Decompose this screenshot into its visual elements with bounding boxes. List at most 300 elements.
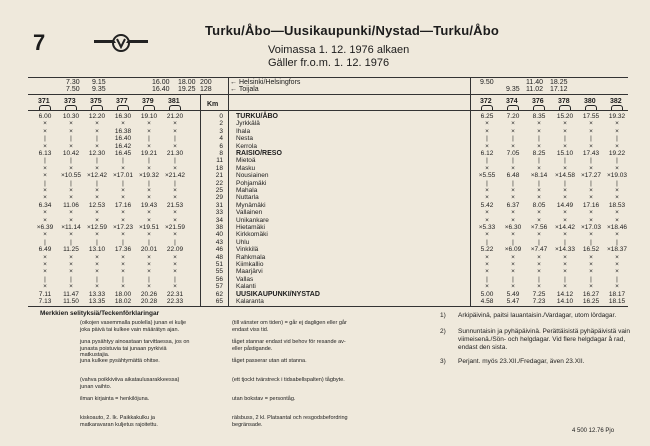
time-cell: × [147,194,151,202]
time-cell: 11.50 [63,298,79,305]
time-cell: × [69,194,73,202]
time-cell: 21.20 [166,113,184,120]
time-cell: × [511,209,515,217]
time-cell: × [43,127,47,135]
km-value: 56 [215,275,223,283]
time-cell: × [121,216,125,224]
time-cell: × [147,142,151,150]
time-cell: 22.09 [166,246,184,254]
time-cell: × [537,253,541,261]
divider [28,110,628,111]
time-cell: × [589,253,593,261]
time-cell: ×17.23 [112,224,134,231]
time-cell: × [537,216,541,224]
time-cell: | [44,275,46,283]
time-cell: × [537,194,541,202]
time-cell: | [96,157,98,165]
time-cell: × [537,209,541,217]
top-ref-time: 9.35 [92,86,106,93]
time-cell: × [147,261,151,268]
time-cell: × [615,120,619,128]
time-cell: | [538,179,540,187]
time-cell: × [147,209,151,217]
time-cell: ×14.42 [554,224,576,231]
time-cell: × [537,142,541,150]
km-value: 43 [215,238,223,246]
time-cell: × [43,283,47,291]
legend-item: juna pysähtyy ainoastaan tarvittaessa, jos on junasta poistuvia tai junaan pyrkiviä matkustajia. [80,339,190,359]
time-cell: | [96,135,98,143]
time-cell: | [148,157,150,165]
time-cell: × [563,164,567,172]
time-cell: | [96,179,98,187]
time-cell: × [615,253,619,261]
time-cell: ×17.03 [580,224,602,231]
time-cell: ×18.46 [606,224,628,231]
time-cell: × [563,120,567,128]
time-cell: | [70,238,72,246]
station-name: Vallainen [236,209,263,217]
time-cell: × [589,142,593,150]
time-cell: 14.12 [556,290,574,298]
time-cell: × [147,120,151,128]
top-ref-time: 7.30 [66,79,80,86]
time-cell: × [563,231,567,239]
time-cell: × [69,261,73,268]
time-cell: × [485,261,489,268]
time-cell: × [95,194,99,202]
time-cell: | [616,135,618,143]
time-cell: × [589,127,593,135]
time-cell: | [70,275,72,283]
time-cell: 16.25 [582,298,600,305]
time-cell: × [563,187,567,194]
time-cell: × [95,216,99,224]
station-name: Masku [236,164,256,172]
note-text: Arkipäivinä, paitsi lauantaisin./Vardagar, utom lördagar. [458,312,617,319]
station-name: Nuttarla [236,194,259,202]
time-cell: | [564,275,566,283]
time-cell: 13.10 [88,246,106,254]
station-name: Nesta [236,135,253,143]
time-cell: ×21.59 [164,224,186,231]
time-cell: 7.23 [532,298,546,305]
time-cell: 6.34 [38,201,52,209]
time-cell: × [511,187,515,194]
time-cell: 8.35 [532,113,546,120]
time-cell: × [147,231,151,239]
time-cell: × [615,142,619,150]
time-cell: × [563,216,567,224]
time-cell: | [538,275,540,283]
time-cell: × [69,187,73,194]
legend-item: tåget stannar endast vid behov för resande av- eller påstigande. [232,339,346,352]
time-cell: × [589,187,593,194]
time-cell: × [69,231,73,239]
time-cell: × [43,194,47,202]
station-name: Nousiainen [236,172,269,180]
time-cell: × [485,283,489,291]
km-value: 25 [215,187,223,194]
time-cell: × [485,164,489,172]
time-cell: × [147,127,151,135]
time-cell: × [95,142,99,150]
time-cell: | [538,135,540,143]
time-cell: 6.49 [38,246,52,254]
railway-logo-icon [92,32,150,54]
time-cell: | [486,238,488,246]
km-value: 40 [215,231,223,239]
time-cell: | [174,238,176,246]
time-cell: × [615,127,619,135]
km-value: 57 [215,283,223,291]
time-cell: 16.27 [582,290,600,298]
top-ref-time: 200 [200,79,212,86]
time-cell: ×7.47 [530,246,548,254]
time-cell: ×14.58 [554,172,576,180]
time-cell: × [69,253,73,261]
time-cell: ×19.32 [138,172,160,180]
time-cell: × [147,253,151,261]
time-cell: 20.01 [140,246,158,254]
time-cell: 16.45 [114,150,132,157]
time-cell: × [43,209,47,217]
station-name: Jyrkkälä [236,120,260,128]
station-name: Mahala [236,187,258,194]
divider [200,95,201,306]
time-cell: × [95,187,99,194]
time-cell: | [122,179,124,187]
time-cell: × [615,164,619,172]
top-ref-time: 9.35 [506,86,520,93]
time-cell: | [148,179,150,187]
time-cell: × [563,194,567,202]
time-cell: × [485,194,489,202]
time-cell: × [95,164,99,172]
time-cell: | [486,275,488,283]
time-cell: × [511,231,515,239]
station-name: UUSIKAUPUNKI/NYSTAD [236,290,320,298]
time-cell: × [563,209,567,217]
time-cell: × [69,268,73,276]
time-cell: × [563,283,567,291]
time-cell: 12.30 [88,150,106,157]
time-cell: × [147,283,151,291]
time-cell: × [173,120,177,128]
train-number: 371 [38,98,50,105]
note-mark: 1) [440,312,446,319]
time-cell: 22.31 [166,290,184,298]
km-value: 6 [219,142,223,150]
time-cell: | [122,238,124,246]
time-cell: 18.17 [608,290,626,298]
time-cell: × [511,194,515,202]
km-value: 3 [219,127,223,135]
time-cell: × [563,253,567,261]
time-cell: × [147,164,151,172]
note-mark: 3) [440,358,446,365]
time-cell: × [69,127,73,135]
time-cell: × [121,253,125,261]
time-cell: 20.28 [140,298,158,305]
top-ref-time: 128 [200,86,212,93]
station-name: Unikankare [236,216,269,224]
time-cell: × [537,120,541,128]
time-cell: 13.33 [88,290,106,298]
train-number: 372 [480,98,492,105]
time-cell: × [121,231,125,239]
time-cell: × [615,283,619,291]
time-cell: 19.21 [140,150,158,157]
time-cell: × [563,142,567,150]
time-cell: × [537,283,541,291]
time-cell: 15.10 [556,150,574,157]
time-cell: × [121,283,125,291]
time-cell: ×8.14 [530,172,548,180]
station-name: Kerrola [236,142,257,150]
top-ref-time: 9.50 [480,79,494,86]
time-cell: × [95,209,99,217]
time-cell: | [44,157,46,165]
time-cell: × [121,187,125,194]
time-cell: × [121,209,125,217]
time-cell: × [173,216,177,224]
time-cell: 22.33 [166,298,184,305]
time-cell: 16.30 [114,113,132,120]
time-cell: × [95,231,99,239]
top-ref-time: 19.25 [178,86,196,93]
note-mark: 2) [440,328,446,335]
time-cell: 11.47 [63,290,79,298]
time-cell: × [95,261,99,268]
time-cell: 17.16 [114,201,132,209]
time-cell: 8.25 [532,150,546,157]
time-cell: 17.36 [114,246,132,254]
time-cell: × [511,142,515,150]
time-cell: ×12.59 [86,224,108,231]
time-cell: × [589,216,593,224]
station-name: Pohjamäki [236,179,267,187]
time-cell: × [589,120,593,128]
time-cell: | [512,135,514,143]
top-ref-time: 11.40 [526,79,543,86]
time-cell: × [537,127,541,135]
time-cell: × [43,253,47,261]
time-cell: × [485,253,489,261]
time-cell: × [615,194,619,202]
time-cell: × [43,164,47,172]
time-cell: × [485,120,489,128]
time-cell: × [537,187,541,194]
time-cell: | [538,238,540,246]
time-cell: × [173,261,177,268]
time-cell: × [485,209,489,217]
divider [28,77,628,78]
time-cell: × [615,209,619,217]
time-cell: 16.38 [114,127,132,135]
time-cell: ×7.56 [530,224,548,231]
divider [28,94,628,95]
time-cell: 17.43 [582,150,600,157]
time-cell: × [69,216,73,224]
station-name: Kirkkomäki [236,231,268,239]
time-cell: | [96,238,98,246]
time-cell: 14.49 [556,201,574,209]
divider [228,78,229,306]
time-cell: × [147,187,151,194]
legend-item: (oikojen vasemmalla puolella) junan ei kulje joka päivä tai kulkee vain määrätyn ajan. [80,320,187,333]
legend-heading: Merkkien selityksiä/Teckenförklaringar [40,310,160,317]
time-cell: | [590,179,592,187]
note-text: Sunnuntaisin ja pyhäpäivinä. Perättäisistä pyhäpäivistä vain viimeisenä./Sön- och helgdagar. Vid flere helgdagar å rad, endast den sista. [458,328,630,351]
time-cell: × [43,268,47,276]
time-cell: × [589,231,593,239]
time-cell: | [70,179,72,187]
time-cell: × [485,187,489,194]
km-value: 31 [215,201,223,209]
km-value: 46 [215,246,223,254]
time-cell: × [69,209,73,217]
time-cell: 18.02 [114,298,132,305]
time-cell: 19.22 [608,150,626,157]
time-cell: 20.26 [140,290,158,298]
note-text: Perjant. myös 23.XII./Fredagar, även 23.XII. [458,358,585,365]
time-cell: × [69,283,73,291]
time-cell: × [511,216,515,224]
time-cell: | [590,157,592,165]
time-cell: ×10.55 [60,172,82,180]
time-cell: × [511,261,515,268]
time-cell: | [512,179,514,187]
time-cell: × [511,268,515,276]
time-cell: ×19.03 [606,172,628,180]
train-number: 379 [142,98,154,105]
time-cell: | [564,238,566,246]
time-cell: × [589,164,593,172]
time-cell: ×5.55 [478,172,496,180]
time-cell: 6.13 [38,150,52,157]
time-cell: × [485,142,489,150]
legend-item: utan bokstav = persontåg. [232,396,296,402]
time-cell: | [148,238,150,246]
legend-item: tåget passerar utan att stanna. [232,358,307,364]
time-cell: × [485,231,489,239]
time-cell: | [512,275,514,283]
time-cell: 7.05 [506,150,520,157]
legend-item: juna kulkee pysähtymättä ohitse. [80,358,160,364]
time-cell: | [122,275,124,283]
time-cell: | [538,157,540,165]
time-cell: × [589,283,593,291]
divider [470,78,471,306]
time-cell: | [590,135,592,143]
time-cell: | [70,135,72,143]
time-cell: | [616,238,618,246]
validity-swedish: Gäller fr.o.m. 1. 12. 1976 [268,57,390,69]
station-name: Maarjärvi [236,268,263,276]
time-cell: ×17.27 [580,172,602,180]
top-ref-time: 11.02 [526,86,543,93]
legend-item: (till vänster om tiden) = går ej dagligen eller går endast viss tid. [232,320,347,333]
time-cell: | [44,135,46,143]
time-cell: 16.42 [114,142,132,150]
time-cell: × [43,261,47,268]
time-cell: × [615,187,619,194]
time-cell: × [69,120,73,128]
train-number: 377 [116,98,128,105]
time-cell: × [147,216,151,224]
time-cell: 12.53 [88,201,106,209]
top-ref-time: 17.12 [550,86,568,93]
time-cell: × [511,283,515,291]
time-cell: | [148,275,150,283]
time-cell: 16.40 [114,135,132,143]
time-cell: | [486,135,488,143]
km-value: 48 [215,253,223,261]
time-cell: × [485,127,489,135]
time-cell: | [564,157,566,165]
time-cell: × [615,216,619,224]
time-cell: 5.47 [506,298,520,305]
train-number: 375 [90,98,102,105]
time-cell: × [589,209,593,217]
time-cell: × [511,164,515,172]
time-cell: × [95,283,99,291]
km-value: 18 [215,164,223,172]
time-cell: | [616,157,618,165]
time-cell: | [96,275,98,283]
time-cell: × [511,127,515,135]
time-cell: × [121,268,125,276]
time-cell: ×19.51 [138,224,160,231]
time-cell: | [512,238,514,246]
time-cell: 18.15 [608,298,626,305]
time-cell: | [174,179,176,187]
time-cell: 15.20 [556,113,574,120]
time-cell: 7.25 [532,290,546,298]
station-name: Hietamäki [236,224,265,231]
time-cell: | [616,179,618,187]
divider [28,306,628,307]
time-cell: × [173,268,177,276]
time-cell: ×17.01 [112,172,134,180]
time-cell: 6.48 [506,172,520,180]
time-cell: × [173,127,177,135]
time-cell: × [121,194,125,202]
km-header: Km [207,101,219,108]
time-cell: × [69,142,73,150]
time-cell: | [174,275,176,283]
legend-item: ilman kirjainta = henkilöjuna. [80,396,150,402]
station-name: Uhlu [236,238,250,246]
time-cell: × [173,209,177,217]
time-cell: × [173,164,177,172]
time-cell: × [615,261,619,268]
time-cell: × [537,261,541,268]
time-cell: × [121,261,125,268]
km-value: 29 [215,194,223,202]
time-cell: 21.53 [166,201,184,209]
time-cell: 5.22 [480,246,494,254]
time-cell: × [537,164,541,172]
time-cell: × [121,120,125,128]
time-cell: × [95,268,99,276]
time-cell: × [121,164,125,172]
time-cell: | [486,157,488,165]
time-cell: × [563,261,567,268]
time-cell: 5.42 [480,201,494,209]
time-cell: | [174,157,176,165]
